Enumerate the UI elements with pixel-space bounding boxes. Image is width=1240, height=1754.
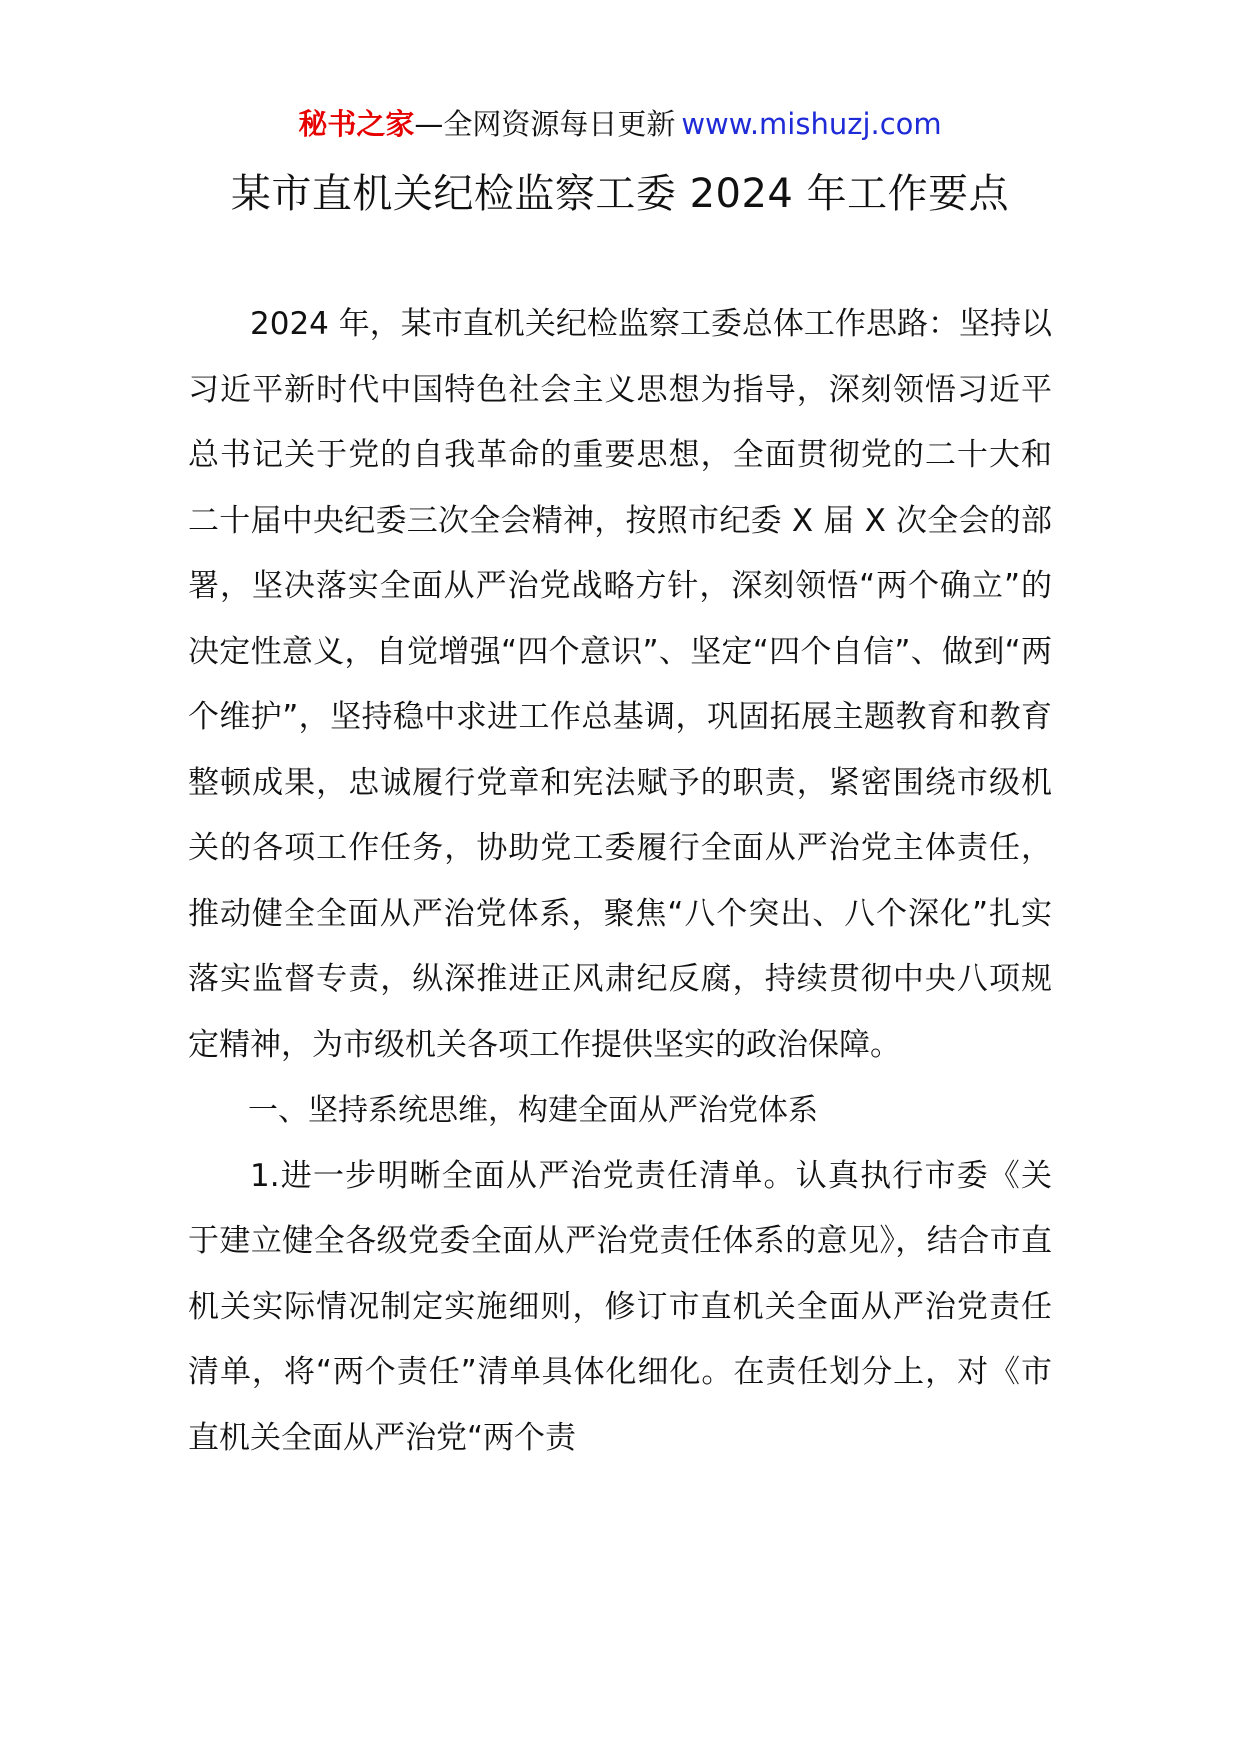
brand-slogan: —全网资源每日更新 (414, 107, 676, 141)
site-banner (0, 104, 1240, 144)
item-paragraph: 1.进一步明晰全面从严治党责任清单。认真执行市委《关于建立健全各级党委全面从严治党责任体系的意见》，结合市直机关实际情况制定实施细则，修订市直机关全面从严治党责任清单，将“两个责任”清单具体化细化。在责任划分上，对《市直机关全面从严治党“两个责 (188, 1157, 1052, 1456)
intro-paragraph: 2024 年，某市直机关纪检监察工委总体工作思路：坚持以习近平新时代中国特色社会主义思想为指导，深刻领悟习近平总书记关于党的自我革命的重要思想，全面贯彻党的二十大和二十届中央纪委三次全会精神，按照市纪委 X 届 X 次全会的部署，坚决落实全面从严治党战略方针，深刻领悟“两个确立”的决定性意义，自觉增强“四个意识”、坚定“四个自信”、做到“两个维护”，坚持稳中求进工作总基调，巩固拓展主题教育和教育整顿成果，忠诚履行党章和宪法赋予的职责，紧密围绕市级机关的各项工作任务，协助党工委履行全面从严治党主体责任，推动健全全面从严治党体系，聚焦“八个突出、八个深化”扎实落实监督专责，纵深推进正风肃纪反腐，持续贯彻中央八项规定精神，为市级机关各项工作提供坚实的政治保障。 (188, 306, 1052, 1063)
document-title: 某市直机关纪检监察工委 2024 年工作要点 (230, 171, 1010, 217)
site-url-link[interactable]: www.mishuzj.com (681, 107, 942, 141)
section-heading: 一、坚持系统思维，构建全面从严治党体系 (248, 1093, 818, 1128)
document-body (188, 292, 1052, 1471)
brand-name: 秘书之家 (298, 107, 415, 141)
